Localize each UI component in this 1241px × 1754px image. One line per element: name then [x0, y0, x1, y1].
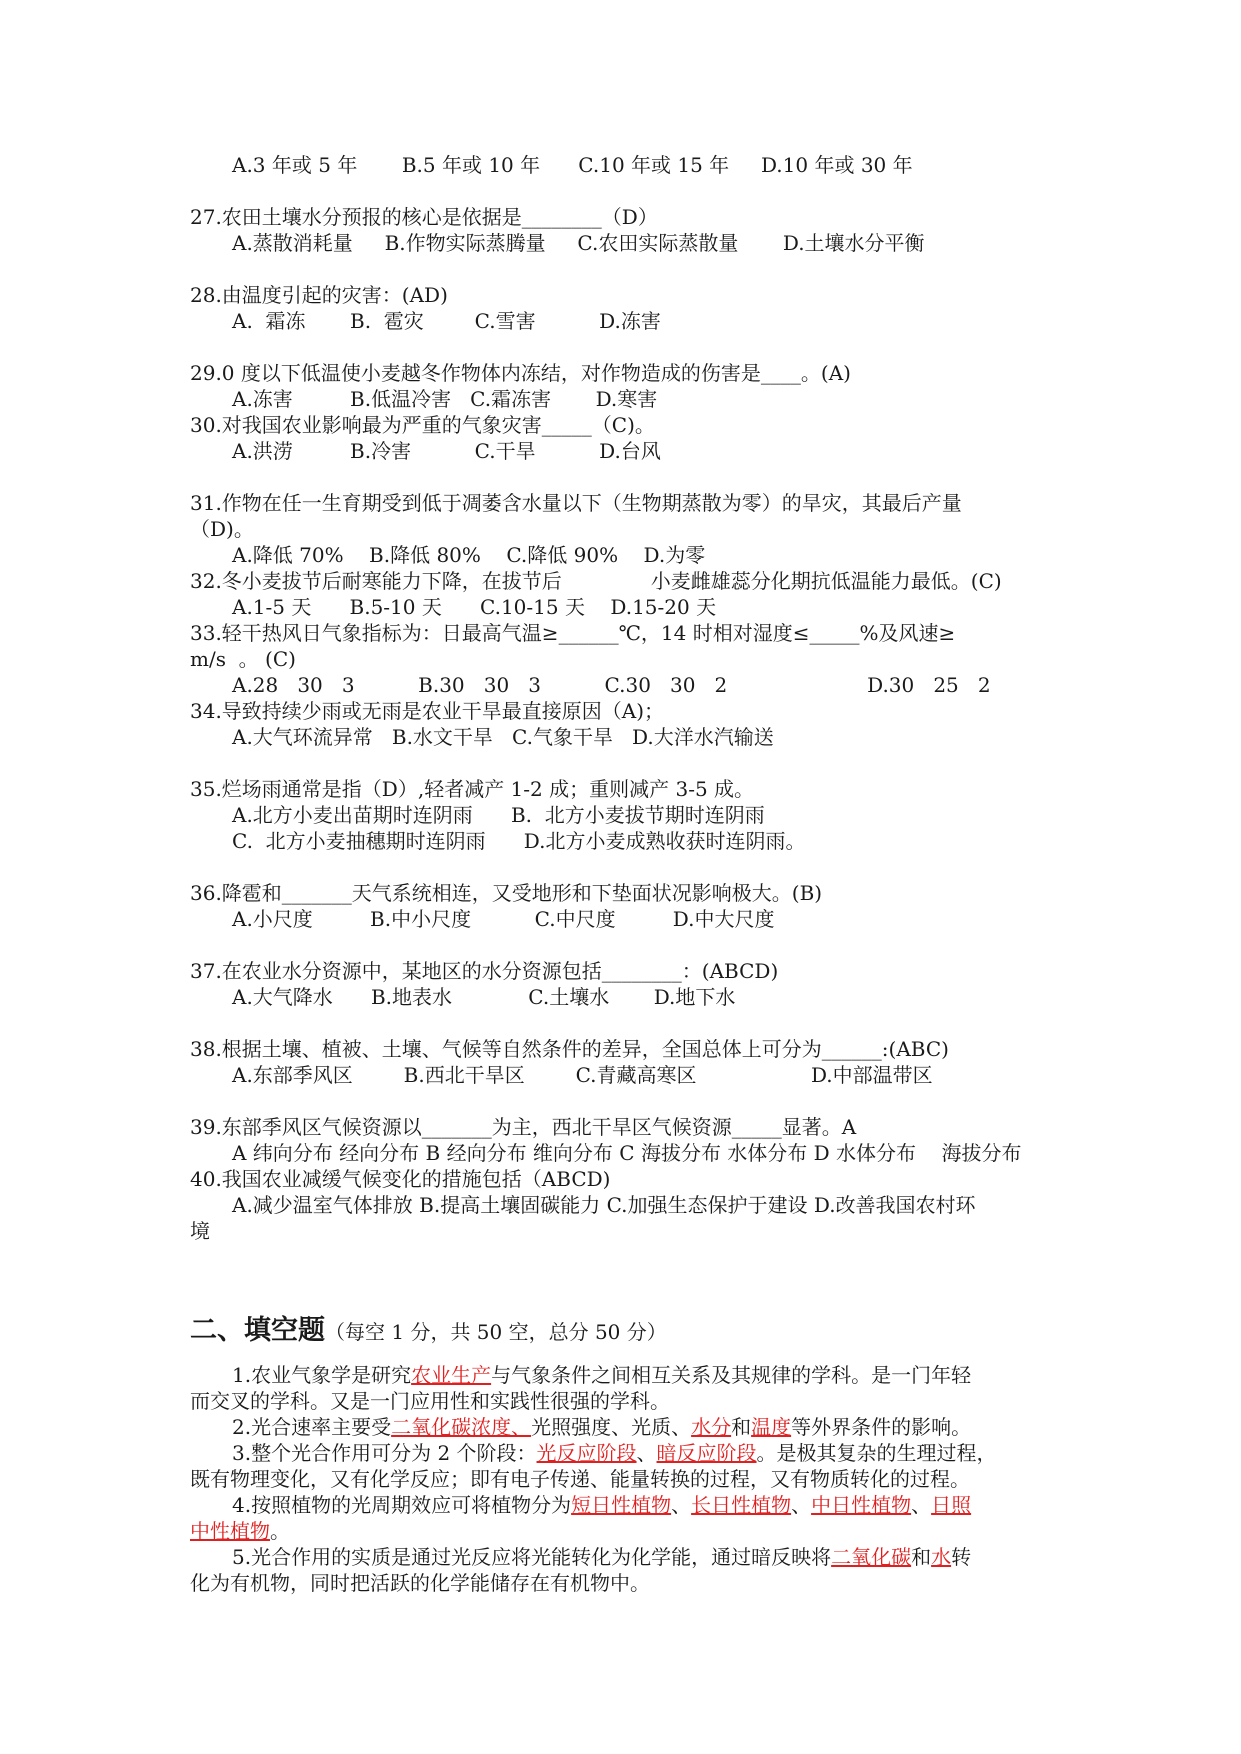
answer: 长日性植物 — [691, 1493, 792, 1517]
q38-stem: 38.根据土壤、植被、土壤、气候等自然条件的差异，全国总体上可分为______:(ABC) — [190, 1037, 949, 1061]
q40-options: A.减少温室气体排放 B.提高土壤固碳能力 C.加强生态保护于建设 D.改善我国农村环 — [232, 1193, 976, 1217]
answer: 二氧化碳 — [831, 1545, 912, 1569]
q35-options-1: A.北方小麦出苗期时连阴雨 B. 北方小麦拔节期时连阴雨 — [232, 803, 765, 827]
q37-options: A.大气降水 B.地表水 C.土壤水 D.地下水 — [232, 985, 736, 1009]
answer: 水分 — [691, 1415, 732, 1439]
section-title: 二、填空题 — [190, 1315, 325, 1346]
fill-1-cont: 而交叉的学科。又是一门应用性和实践性很强的学科。 — [190, 1389, 670, 1413]
q31-stem-cont: （D)。 — [190, 517, 254, 541]
answer: 日照 — [931, 1493, 972, 1517]
fill-1: 1.农业气象学是研究农业生产与气象条件之间相互关系及其规律的学科。是一门年轻 — [232, 1363, 972, 1387]
q29-options: A.冻害 B.低温冷害 C.霜冻害 D.寒害 — [232, 387, 658, 411]
answer: 中性植物 — [190, 1519, 270, 1543]
q35-stem: 35.烂场雨通常是指（D）,轻者减产 1-2 成；重则减产 3-5 成。 — [190, 777, 755, 801]
q27-stem: 27.农田土壤水分预报的核心是依据是________（D） — [190, 205, 658, 229]
q28-stem: 28.由温度引起的灾害：(AD) — [190, 283, 448, 307]
q33-stem: 33.轻干热风日气象指标为：日最高气温≥______℃，14 时相对湿度≤_____%及风速≥ — [190, 621, 956, 645]
answer: 短日性植物 — [571, 1493, 672, 1517]
q40-options-cont: 境 — [190, 1219, 210, 1243]
fill-5-cont: 化为有机物，同时把活跃的化学能储存在有机物中。 — [190, 1571, 650, 1595]
q27-options: A.蒸散消耗量 B.作物实际蒸腾量 C.农田实际蒸散量 D.土壤水分平衡 — [232, 231, 925, 255]
q31-options: A.降低 70% B.降低 80% C.降低 90% D.为零 — [232, 543, 706, 567]
fill-5: 5.光合作用的实质是通过光反应将光能转化为化学能，通过暗反映将二氧化碳和水转 — [232, 1545, 972, 1569]
q35-options-2: C. 北方小麦抽穗期时连阴雨 D.北方小麦成熟收获时连阴雨。 — [232, 829, 806, 853]
answer: 暗反应阶段 — [656, 1441, 757, 1465]
answer: 水 — [931, 1545, 952, 1569]
fill-3-cont: 既有物理变化，又有化学反应；即有电子传递、能量转换的过程，又有物质转化的过程。 — [190, 1467, 970, 1491]
q34-stem: 34.导致持续少雨或无雨是农业干旱最直接原因（A)； — [190, 699, 665, 723]
q31-stem: 31.作物在任一生育期受到低于凋萎含水量以下（生物期蒸散为零）的旱灾，其最后产量 — [190, 491, 962, 515]
fill-4-cont: 中性植物。 — [190, 1519, 290, 1543]
q28-options: A. 霜冻 B. 雹灾 C.雪害 D.冻害 — [232, 309, 661, 333]
q37-stem: 37.在农业水分资源中，某地区的水分资源包括________：(ABCD) — [190, 959, 779, 983]
q29-stem: 29.0 度以下低温使小麦越冬作物体内冻结，对作物造成的伤害是____。(A) — [190, 361, 851, 385]
q39-options: A 纬向分布 经向分布 B 经向分布 维向分布 C 海拔分布 水体分布 D 水体分布 海拔分布 — [232, 1141, 1022, 1165]
q34-options: A.大气环流异常 B.水文干旱 C.气象干旱 D.大洋水汽输送 — [232, 725, 774, 749]
section-heading — [190, 1308, 667, 1347]
q33-stem-cont: m/s 。 (C) — [190, 647, 296, 671]
fill-3: 3.整个光合作用可分为 2 个阶段：光反应阶段、暗反应阶段。是极其复杂的生理过程， — [232, 1441, 997, 1465]
q38-options: A.东部季风区 B.西北干旱区 C.青藏高寒区 D.中部温带区 — [232, 1063, 933, 1087]
q40-stem: 40.我国农业减缓气候变化的措施包括（ABCD) — [190, 1167, 611, 1191]
answer: 温度 — [751, 1415, 792, 1439]
q39-stem: 39.东部季风区气候资源以_______为主，西北干旱区气候资源_____显著。A — [190, 1115, 857, 1139]
fill-4: 4.按照植物的光周期效应可将植物分为短日性植物、长日性植物、中日性植物、日照 — [232, 1493, 972, 1517]
q33-options: A.28 30 3 B.30 30 3 C.30 30 2 D.30 25 2 — [232, 673, 991, 697]
q32-options: A.1-5 天 B.5-10 天 C.10-15 天 D.15-20 天 — [232, 595, 717, 619]
q32-stem: 32.冬小麦拔节后耐寒能力下降，在拔节后 小麦雌雄蕊分化期抗低温能力最低。(C) — [190, 569, 1002, 593]
answer: 二氧化碳浓度、 — [391, 1415, 532, 1439]
q36-options: A.小尺度 B.中小尺度 C.中尺度 D.中大尺度 — [232, 907, 775, 931]
answer: 农业生产 — [411, 1363, 492, 1387]
fill-2: 2.光合速率主要受二氧化碳浓度、光照强度、光质、水分和温度等外界条件的影响。 — [232, 1415, 972, 1439]
answer: 中日性植物 — [811, 1493, 912, 1517]
q30-options: A.洪涝 B.冷害 C.干旱 D.台风 — [232, 439, 661, 463]
section-note: （每空 1 分，共 50 空，总分 50 分） — [325, 1320, 667, 1344]
q26-options: A.3 年或 5 年 B.5 年或 10 年 C.10 年或 15 年 D.10 年或 30 年 — [232, 153, 913, 177]
q36-stem: 36.降雹和_______天气系统相连，又受地形和下垫面状况影响极大。(B) — [190, 881, 823, 905]
answer: 光反应阶段 — [536, 1441, 637, 1465]
q30-stem: 30.对我国农业影响最为严重的气象灾害_____（C)。 — [190, 413, 655, 437]
